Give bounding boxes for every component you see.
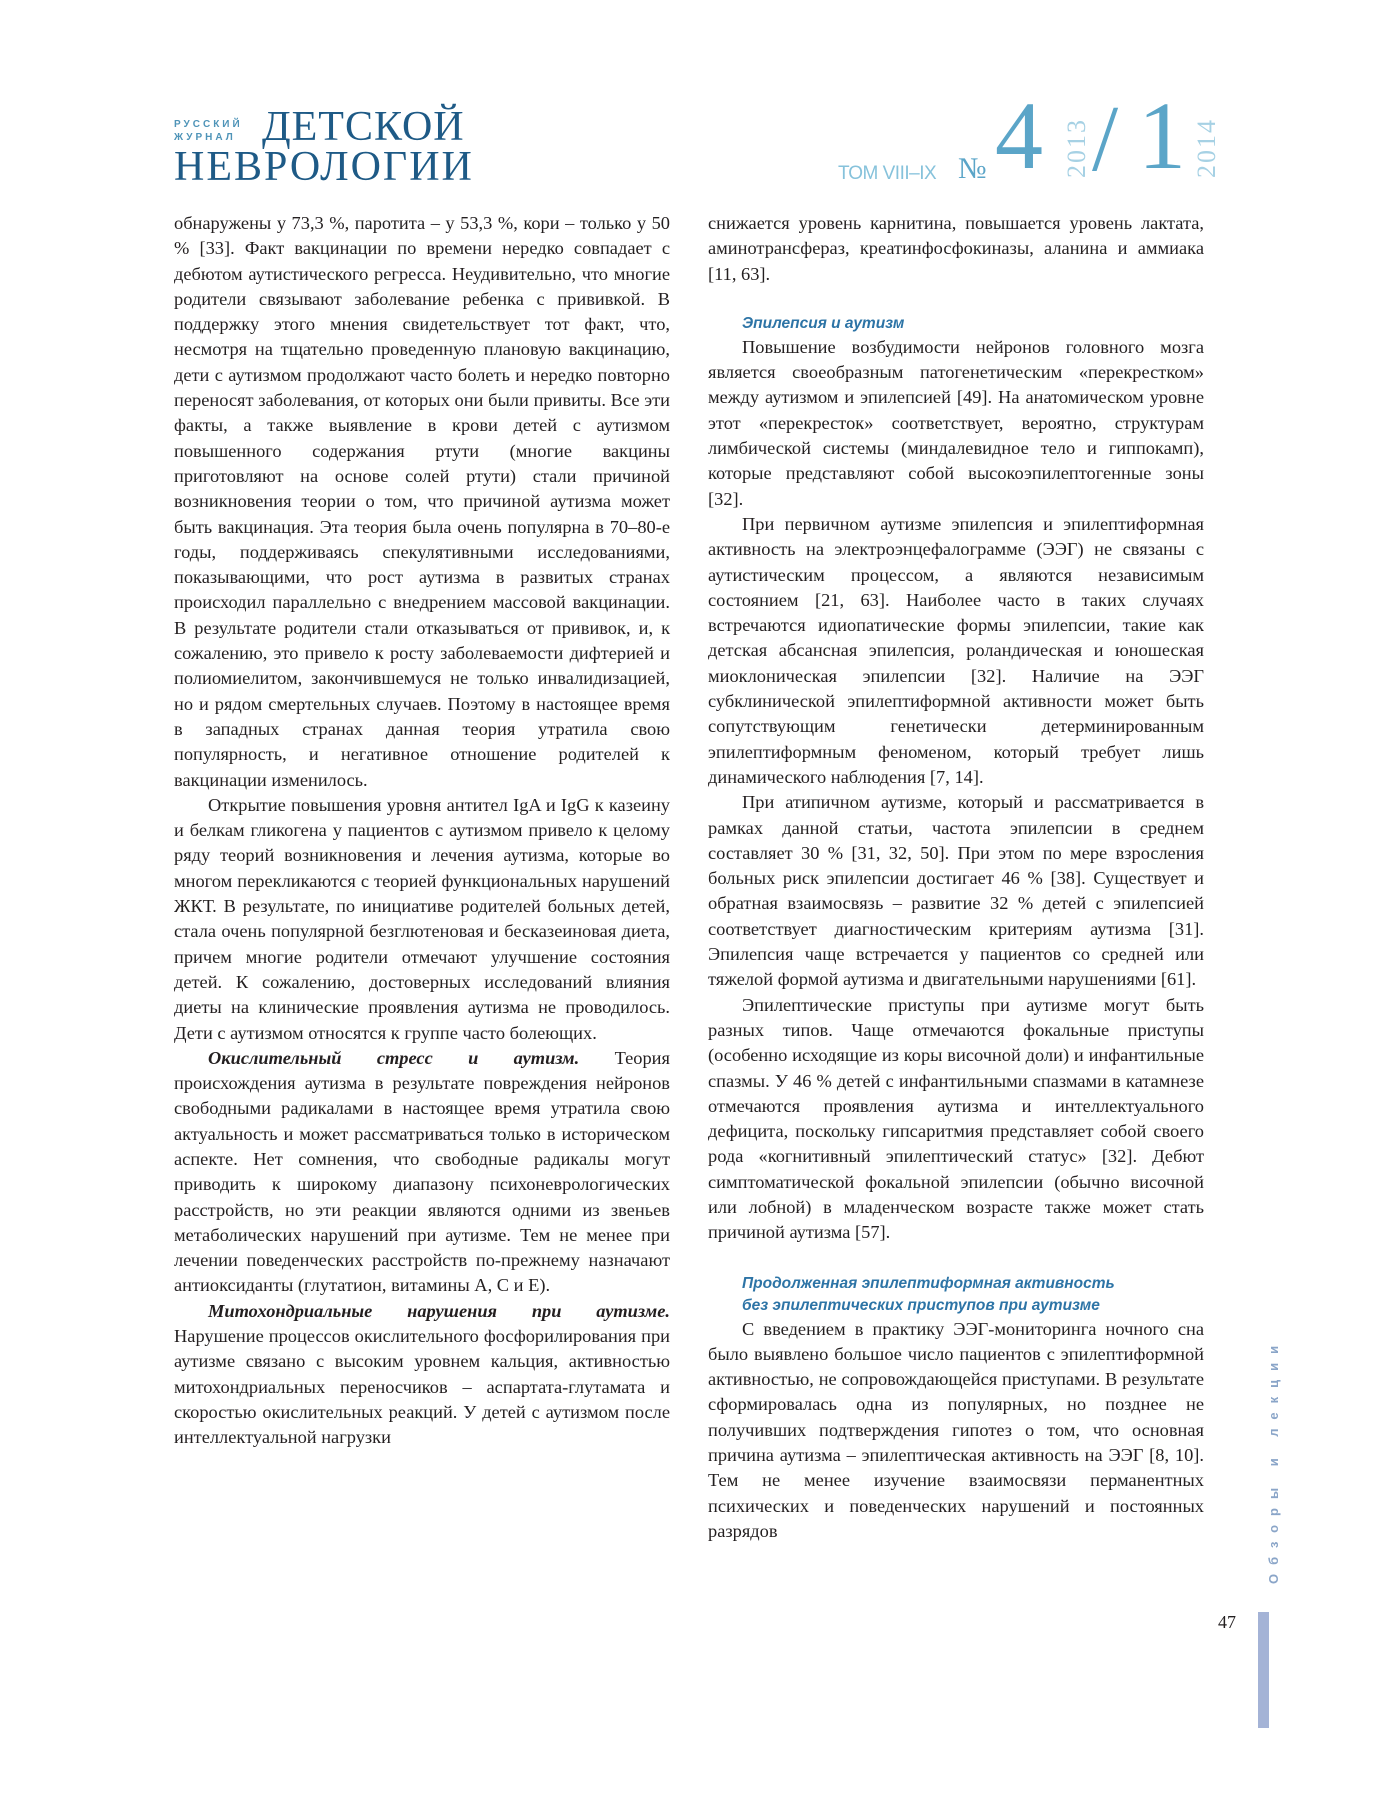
- paragraph: С введением в практику ЭЭГ-мониторинга ночного сна было выявлено большое число пациентов с эпилептиформной активностью, не сопровождающейся приступами. В результате сформировалась одна из популярных, но позднее не получивших подтверждения гипотез о том, что основная причина аутизма – эпилептическая активность на ЭЭГ [8, 10]. Тем не менее изучение взаимосвязи перманентных психических и поведенческих нарушений и постоянных разрядов: [708, 1318, 1204, 1541]
- page-number: 47: [1218, 1612, 1236, 1632]
- issue-slash: /: [1092, 87, 1119, 191]
- right-column: [708, 211, 1204, 1544]
- paragraph: Открытие повышения уровня антител IgA и IgG к казеину и белкам гликогена у пациентов с аутизмом привело к целому ряду теорий возникновения и лечения аутизма, которые во многом перекликаются с теорией функциональных нарушений ЖКТ. В результате, по инициативе родителей больных детей, стала очень популярной безглютеновая и бесказеиновая диета, причем многие родители отмечают улучшение состояния детей. К сожалению, достоверных исследований влияния диеты на клинические проявления аутизма не проводилось. Дети с аутизмом относятся к группе часто болеющих.: [174, 794, 670, 1043]
- journal-header: [0, 0, 1387, 210]
- journal-name-line2: НЕВРОЛОГИИ: [174, 144, 474, 190]
- paragraph-text: Теория происхождения аутизма в результате повреждения нейронов свободными радикалами в настоящее время утратила свою актуальность и может рассматриваться только в историческом аспекте. Нет сомнения, что свободные радикалы могут приводить к широкому диапазону психоневрологических расстройств, но эти реакции являются одними из звеньев метаболических нарушений при аутизме. Тем не менее при лечении поведенческих расстройств по-прежнему назначают антиоксиданты (глутатион, витамины A, C и E).: [174, 1047, 670, 1296]
- section-heading-line2: без эпилептических приступов при аутизме: [742, 1296, 1100, 1314]
- section-heading: [708, 1273, 1204, 1317]
- number-sign: №: [958, 152, 987, 185]
- paragraph: При атипичном аутизме, который и рассматривается в рамках данной статьи, частота эпилепсии в среднем составляет 30 % [31, 32, 50]. При этом по мере взросления больных риск эпилепсии достигает 46 % [38]. Существует и обратная взаимосвязь – развитие 32 % детей с эпилепсией соответствует диагностическим критериям аутизма [31]. Эпилепсия чаще встречается у пациентов со средней или тяжелой формой аутизма и двигательными нарушениями [61].: [708, 792, 1204, 990]
- section-label: Обзоры и лекции: [1266, 1336, 1281, 1584]
- inline-heading: Окислительный стресс и аутизм.: [208, 1047, 580, 1068]
- year-2013: 2013: [1062, 118, 1091, 178]
- paragraph: При первичном аутизме эпилепсия и эпилептиформная активность на электроэнцефалограмме (ЭЭГ) не связаны с аутистическим процессом, а являются независимым состоянием [21, 63]. Наиболее часто в таких случаях встречаются идиопатические формы эпилепсии, такие как детская абсансная эпилепсия, роландическая и юношеская миоклоническая эпилепсии [32]. Наличие на ЭЭГ субклинической эпилептиформной активности может быть сопутствующим генетически детерминированным эпилептиформным феноменом, который требует лишь динамического наблюдения [7, 14].: [708, 513, 1204, 787]
- paragraph: снижается уровень карнитина, повышается уровень лактата, аминотрансфераз, креатинфосфокиназы, аланина и аммиака [11, 63].: [708, 213, 1204, 284]
- paragraph-text: Нарушение процессов окислительного фосфорилирования при аутизме связано с высоким уровнем кальция, активностью митохондриальных переносчиков – аспартата-глутамата и скоростью окислительных реакций. У детей с аутизмом после интеллектуальной нагрузки: [174, 1326, 670, 1448]
- paragraph: Эпилептические приступы при аутизме могут быть разных типов. Чаще отмечаются фокальные приступы (особенно исходящие из коры височной доли) и инфантильные спазмы. У 46 % детей с инфантильными спазмами в катамнезе отмечаются проявления аутизма и интеллектуального дефицита, поскольку гипсаритмия представляет собой своего рода «когнитивный эпилептический статус» [32]. Дебют симптоматической фокальной эпилепсии (обычно височной или лобной) в младенческом возрасте также может стать причиной аутизма [57].: [708, 994, 1204, 1243]
- paragraph: Повышение возбудимости нейронов головного мозга является своеобразным патогенетическим «перекрестком» между аутизмом и эпилепсией [49]. На анатомическом уровне этот «перекресток» соответствует, вероятно, структурам лимбической системы (миндалевидное тело и гиппокамп), которые представляют собой высокоэпилептогенные зоны [32].: [708, 336, 1204, 509]
- issue-number-1: 4: [995, 82, 1043, 189]
- inline-heading: Митохондриальные нарушения при аутизме.: [208, 1300, 670, 1321]
- section-heading-line1: Продолженная эпилептиформная активность: [742, 1274, 1115, 1292]
- journal-name-line1: ДЕТСКОЙ: [262, 104, 465, 150]
- paragraph: [174, 1046, 670, 1299]
- issue-number-2: 1: [1138, 82, 1186, 189]
- side-bar-decoration: [1258, 1612, 1269, 1728]
- paragraph: обнаружены у 73,3 %, паротита – у 53,3 %, кори – только у 50 % [33]. Факт вакцинации по времени нередко совпадает с дебютом аутистического регресса. Неудивительно, что многие родители связывают заболевание ребенка с прививкой. В поддержку этого мнения свидетельствует тот факт, что, несмотря на тщательно проведенную плановую вакцинацию, дети с аутизмом продолжают часто болеть и нередко повторно переносят заболевания, от которых они были привиты. Все эти факты, а также выявление в крови детей с аутизмом повышенного содержания ртути (многие вакцины приготовляют на основе солей ртути) стали причиной возникновения теории о том, что причиной аутизма может быть вакцинация. Эта теория была очень популярна в 70–80-е годы, поддерживаясь спекулятивными исследованиями, показывающими, что рост аутизма в развитых странах происходил параллельно с внедрением массовой вакцинации. В результате родители стали отказываться от прививок, и, к сожалению, это привело к росту заболеваемости дифтерией и полиомиелитом, закончившемуся не только инвалидизацией, но и рядом смертельных случаев. Поэтому в настоящее время в западных странах данная теория утратила свою популярность, и негативное отношение родителей к вакцинации изменилось.: [174, 213, 670, 790]
- section-heading: Эпилепсия и аутизм: [742, 314, 905, 332]
- paragraph: [174, 1299, 670, 1451]
- journal-name-small: РУССКИЙ ЖУРНАЛ: [174, 119, 243, 143]
- volume-label: ТОМ VIII–IX: [838, 163, 937, 184]
- left-column: [174, 211, 670, 1451]
- year-2014: 2014: [1192, 118, 1221, 178]
